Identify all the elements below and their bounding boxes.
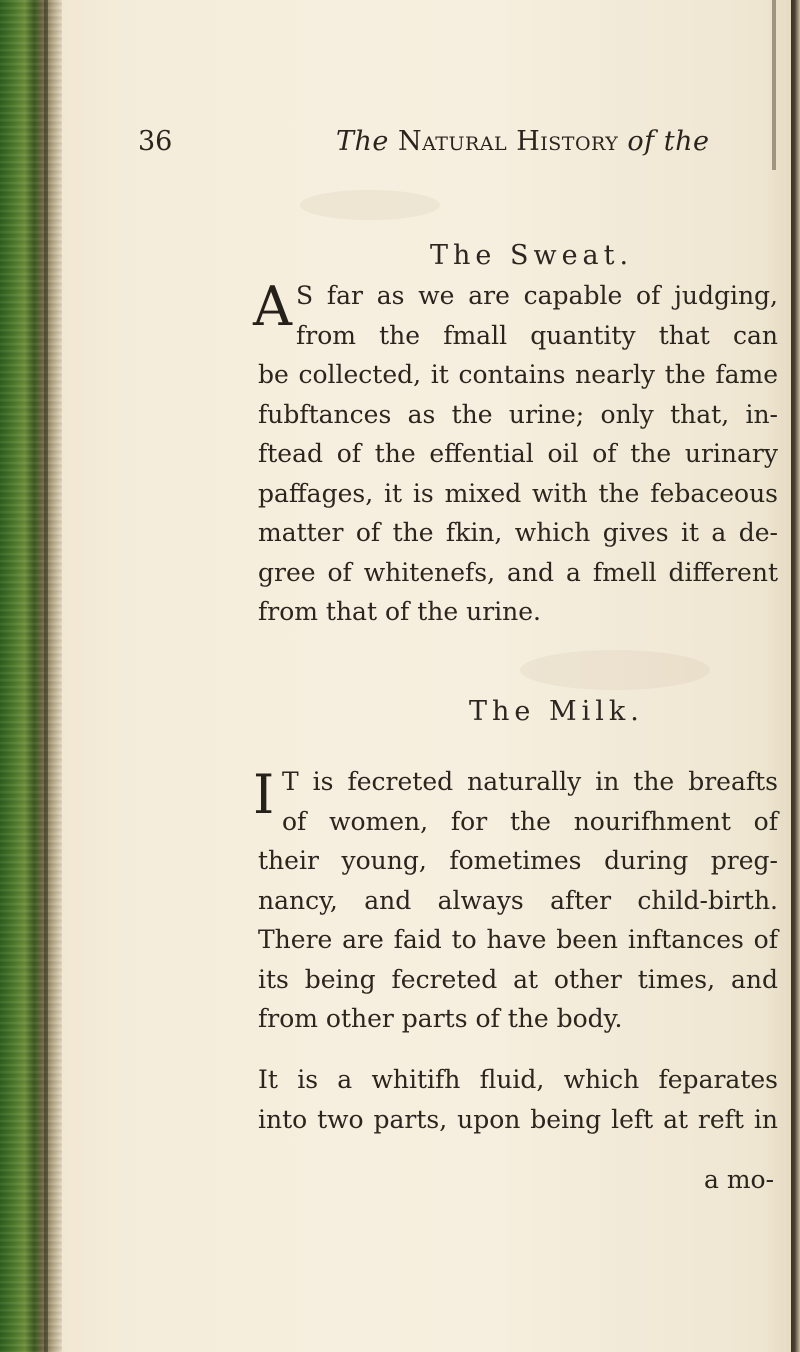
text-line: into two parts, upon being left at reft in — [258, 1104, 778, 1134]
running-title-main: Natural History — [397, 126, 619, 157]
text-line: There are faid to have been inftances of — [258, 925, 778, 954]
text-line: gree of whitenefs, and a fmell different — [258, 557, 778, 587]
running-header — [0, 126, 800, 166]
paper-stain — [300, 190, 440, 220]
text-line: from other parts of the body. — [258, 1004, 623, 1033]
text-line: its being fecreted at other times, and — [258, 964, 778, 994]
text-line: from the fmall quantity that can — [296, 320, 778, 350]
text-line: matter of the fkin, which gives it a de- — [258, 518, 778, 547]
text-line: paffages, it is mixed with the febaceous — [258, 478, 778, 508]
text-line: from that of the urine. — [258, 597, 541, 626]
text-line: T is fecreted naturally in the breafts — [282, 767, 778, 796]
paragraph-sweat — [258, 276, 778, 632]
dropcap-sweat: A — [253, 275, 292, 338]
text-line: It is a whitifh fluid, which feparates — [258, 1065, 778, 1094]
dropcap-milk: I — [253, 763, 275, 826]
text-line: ftead of the effential oil of the urinary — [258, 439, 778, 468]
text-line: nancy, and always after child-birth. — [258, 885, 778, 915]
running-title — [336, 126, 709, 157]
page-right-edge — [791, 0, 800, 1352]
page-number: 36 — [138, 126, 173, 157]
text-line: fubftances as the urine; only that, in- — [258, 399, 778, 429]
paragraph-milk-continued — [258, 1060, 778, 1139]
text-line: of women, for the nourifhment of — [282, 806, 778, 836]
section-heading-milk: The Milk. — [469, 696, 644, 727]
running-title-the: The — [336, 126, 389, 157]
paper-stain — [520, 650, 710, 690]
book-binding-edge — [0, 0, 62, 1352]
text-line: be collected, it contains nearly the fame — [258, 360, 778, 389]
paragraph-milk — [258, 762, 778, 1039]
running-title-of-the: of the — [627, 126, 710, 157]
catchword: a mo- — [704, 1165, 775, 1194]
text-line: S far as we are capable of judging, — [296, 281, 778, 310]
section-heading-sweat: The Sweat. — [430, 240, 634, 271]
text-line: their young, fometimes during preg- — [258, 846, 778, 875]
